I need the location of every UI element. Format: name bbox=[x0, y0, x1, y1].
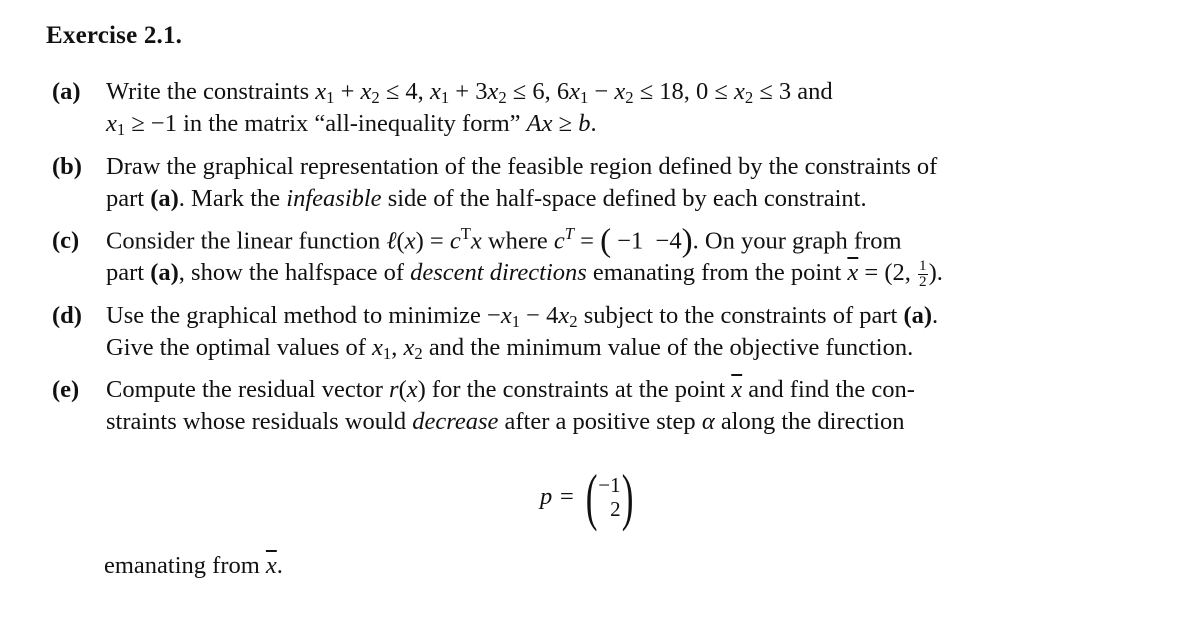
part-b-label: (b) bbox=[52, 153, 82, 180]
part-c-label: (c) bbox=[52, 227, 80, 254]
part-a-label: (a) bbox=[52, 78, 81, 105]
exercise-title: Exercise 2.1. bbox=[46, 22, 183, 49]
part-e-label: (e) bbox=[52, 376, 80, 403]
part-d-text: Use the graphical method to minimize $-x_1 - 4x_2$ subject to the constraints of part (a). Give the optimal values of $x_1$, $x_2$ and the minimum value of the objective function. bbox=[106, 302, 939, 364]
closing-text-words: emanating from bbox=[104, 552, 260, 579]
part-a-text: Write the constraints $x_1 + x_2 \le 4$, $x_1 + 3x_2 \le 6$, $6x_1 - x_2 \le 18$, $0 \le x_2 \le 3$ and $x_1 \ge -1$ in the matrix “all-inequality form” Ax ≥ b. bbox=[106, 78, 833, 140]
part-e-text: Compute the residual vector r(x) for the constraints at the point $\overline{x}$ and find the con- straints whose residuals would decrease after a positive step α along the direction bbox=[106, 376, 915, 435]
part-b-text: Draw the graphical representation of the feasible region defined by the constraints of part (a). Mark the infeasible side of the half-space defined by each constraint. bbox=[106, 153, 938, 212]
right-paren: ) bbox=[621, 461, 634, 532]
part-d-label: (d) bbox=[52, 302, 82, 329]
closing-text: emanating from $\overline{x}$. bbox=[104, 552, 283, 579]
direction-vector bbox=[598, 473, 620, 521]
vector-bottom: 2 bbox=[610, 497, 621, 521]
equation-lhs: p = bbox=[540, 483, 575, 510]
vector-top: −1 bbox=[598, 473, 621, 497]
part-c-text: Consider the linear function ℓ(x) = $c^Tx$ where $c^T$ = ( −1 −4). On your graph from part (a), show the halfspace of descent directions emanating from the point $\overline{x} = (2$, $\frac{1}{2}$ ). bbox=[106, 223, 943, 290]
left-paren: ( bbox=[585, 461, 598, 532]
direction-equation bbox=[540, 462, 638, 532]
